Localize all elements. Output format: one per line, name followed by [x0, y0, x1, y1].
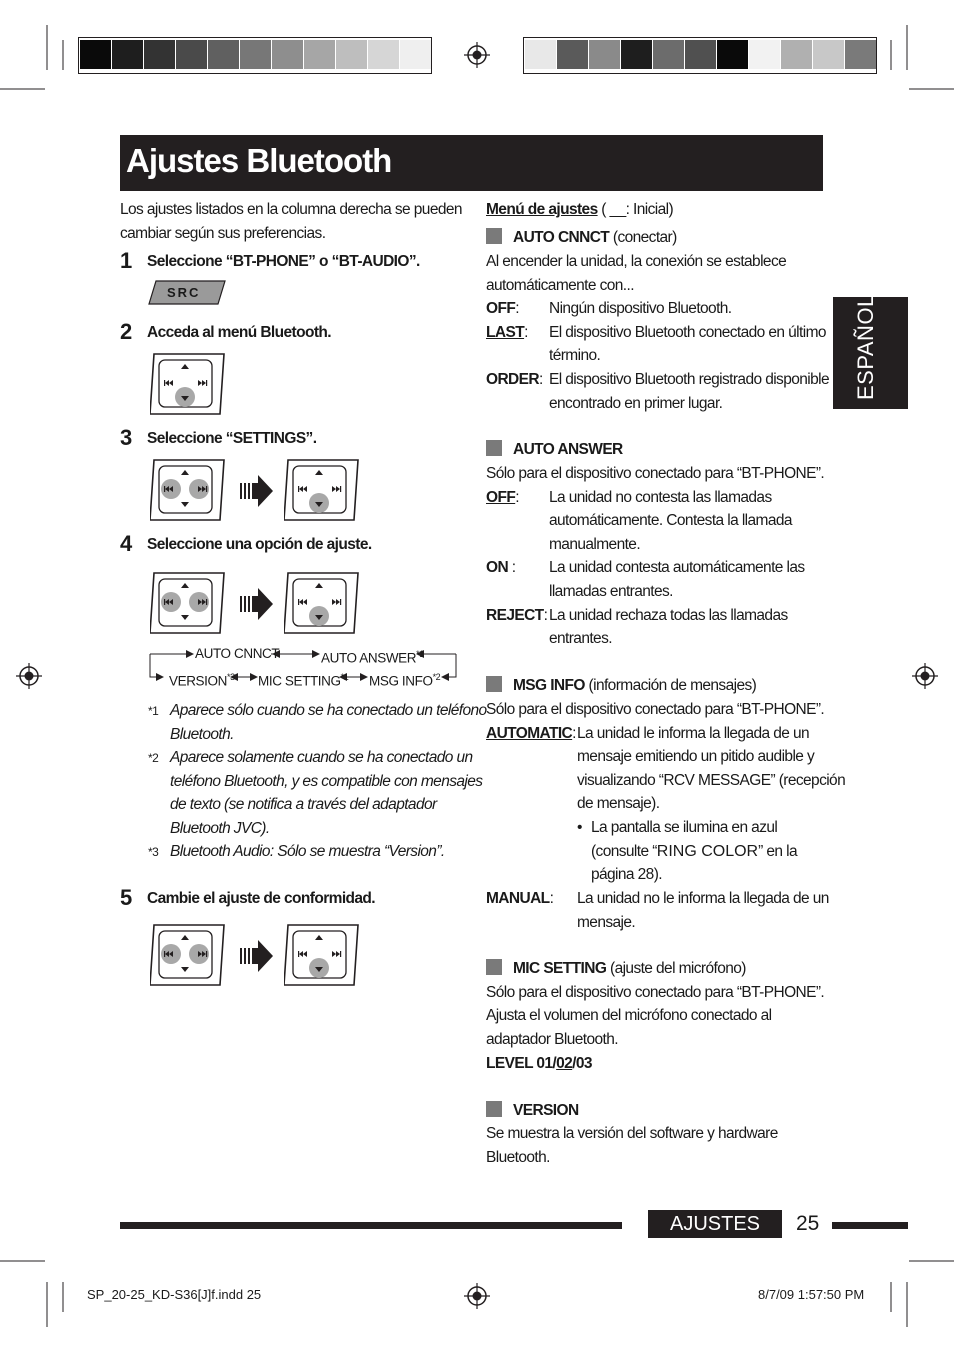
- print-footer-file: SP_20-25_KD-S36[J]f.indd 25: [87, 1287, 262, 1302]
- section-marker: [486, 676, 502, 692]
- auto-answer-on-key: ON :: [486, 559, 516, 576]
- section-marker: [486, 440, 502, 456]
- step-1-number: 1: [120, 248, 132, 273]
- msg-info-manual-desc-1: La unidad no le informa la llegada de un: [577, 890, 829, 907]
- control-pad-icon: [150, 458, 226, 522]
- auto-cnnct-desc-2: automáticamente con...: [486, 277, 634, 294]
- msg-info-bullet-line-2: (consulte “RING COLOR” en la: [591, 843, 797, 860]
- version-desc-2: Bluetooth.: [486, 1149, 550, 1166]
- note-3-mark: *3: [148, 845, 159, 859]
- step-5-number: 5: [120, 885, 132, 910]
- auto-cnnct-off-desc: Ningún dispositivo Bluetooth.: [549, 300, 732, 317]
- language-tab-label: ESPAÑOL: [853, 294, 878, 400]
- flow-version: VERSION$^{*3}$: [169, 672, 235, 689]
- auto-cnnct-off-key: OFF:: [486, 300, 519, 317]
- step-2-number: 2: [120, 319, 132, 344]
- section-marker: [486, 959, 502, 975]
- flow-mic-setting: MIC SETTING$^{*1}$: [258, 672, 349, 689]
- auto-cnnct-last-key: LAST:: [486, 324, 528, 341]
- note-2-line-2: teléfono Bluetooth, y es compatible con mensajes: [170, 773, 483, 790]
- mic-setting-desc-1: Sólo para el dispositivo conectado para “BT-PHONE”.: [486, 984, 825, 1001]
- section-auto-cnnct-title: AUTO CNNCT (conectar): [513, 229, 677, 246]
- version-desc-1: Se muestra la versión del software y hardware: [486, 1125, 778, 1142]
- msg-info-bullet-line-1: La pantalla se ilumina en azul: [591, 819, 778, 836]
- section-msg-info-title: MSG INFO (información de mensajes): [513, 677, 757, 694]
- footer-section-label: AJUSTES: [669, 1213, 761, 1235]
- arrow-right-icon: [240, 939, 274, 973]
- control-pad-icon: [150, 571, 226, 635]
- step-4-text: Seleccione una opción de ajuste.: [147, 536, 372, 553]
- note-1-mark: *1: [148, 704, 159, 718]
- print-footer-timestamp: 8/7/09 1:57:50 PM: [758, 1287, 865, 1302]
- footer-rule-left: [120, 1222, 622, 1229]
- page-title: Ajustes Bluetooth: [126, 142, 392, 179]
- step-2-text: Acceda al menú Bluetooth.: [147, 324, 331, 341]
- arrow-right-icon: [240, 587, 274, 621]
- section-mic-setting-title: MIC SETTING (ajuste del micrófono): [513, 960, 746, 977]
- msg-info-automatic-desc-4: de mensaje).: [577, 795, 660, 812]
- control-pad-icon: [150, 352, 226, 416]
- section-auto-answer-title: AUTO ANSWER: [513, 441, 623, 458]
- auto-answer-on-desc-1: La unidad contesta automáticamente las: [549, 559, 805, 576]
- auto-answer-off-key: OFF:: [486, 489, 519, 506]
- flow-auto-cnnct: AUTO CNNCT: [195, 646, 280, 661]
- section-version-title: VERSION: [513, 1102, 579, 1119]
- mic-setting-desc-3: adaptador Bluetooth.: [486, 1031, 618, 1048]
- control-pad-step5-a: [150, 923, 226, 992]
- note-2-line-1: Aparece solamente cuando se ha conectado un: [170, 749, 473, 766]
- auto-cnnct-last-desc-1: El dispositivo Bluetooth conectado en último: [549, 324, 826, 341]
- auto-answer-desc: Sólo para el dispositivo conectado para “BT-PHONE”.: [486, 465, 825, 482]
- control-pad-icon: [284, 571, 360, 635]
- control-pad-icon: [150, 923, 226, 987]
- auto-answer-off-desc-2: automáticamente. Contesta la llamada: [549, 512, 792, 529]
- auto-answer-reject-key: REJECT:: [486, 607, 548, 624]
- step-1-text: Seleccione “BT-PHONE” o “BT-AUDIO”.: [147, 253, 420, 270]
- intro-line-2: cambiar según sus preferencias.: [120, 225, 326, 242]
- auto-answer-off-desc-3: manualmente.: [549, 536, 641, 553]
- menu-header: Menú de ajustes ( __: Inicial): [486, 201, 674, 218]
- src-button-label: SRC: [167, 285, 201, 300]
- note-2-line-4: Bluetooth JVC).: [170, 820, 270, 837]
- msg-info-automatic-desc-3: visualizando “RCV MESSAGE” (recepción: [577, 772, 846, 789]
- control-pad-icon: [284, 923, 360, 987]
- auto-answer-off-desc-1: La unidad no contesta las llamadas: [549, 489, 772, 506]
- section-marker: [486, 1101, 502, 1117]
- note-1-line-2: Bluetooth.: [170, 726, 234, 743]
- step-5-text: Cambie el ajuste de conformidad.: [147, 890, 375, 907]
- intro-line-1: Los ajustes listados en la columna derecha se pueden: [120, 201, 462, 218]
- auto-cnnct-last-desc-2: término.: [549, 347, 601, 364]
- auto-answer-reject-desc-2: entrantes.: [549, 630, 612, 647]
- control-pad-step4-a: [150, 571, 226, 640]
- step-3-text: Seleccione “SETTINGS”.: [147, 430, 317, 447]
- control-pad-icon: [284, 458, 360, 522]
- control-pad-step5-b: [284, 923, 360, 992]
- auto-cnnct-order-desc-1: El dispositivo Bluetooth registrado disponible: [549, 371, 830, 388]
- msg-info-manual-desc-2: mensaje.: [577, 914, 636, 931]
- control-pad-step2: [150, 352, 226, 421]
- auto-cnnct-desc-1: Al encender la unidad, la conexión se establece: [486, 253, 787, 270]
- flow-msg-info: MSG INFO$^{*2}$: [369, 672, 441, 689]
- msg-info-manual-key: MANUAL:: [486, 890, 554, 907]
- note-1-line-1: Aparece sólo cuando se ha conectado un teléfono: [170, 702, 487, 719]
- step-3-number: 3: [120, 425, 132, 450]
- footer-rule-right: [832, 1222, 908, 1229]
- section-marker: [486, 228, 502, 244]
- msg-info-desc: Sólo para el dispositivo conectado para “BT-PHONE”.: [486, 701, 825, 718]
- flow-auto-answer: AUTO ANSWER$^{*1}$: [321, 649, 424, 666]
- page-number: 25: [796, 1212, 820, 1235]
- auto-answer-reject-desc-1: La unidad rechaza todas las llamadas: [549, 607, 788, 624]
- note-2-mark: *2: [148, 751, 159, 765]
- bullet-icon: •: [577, 819, 582, 836]
- note-3-line-1: Bluetooth Audio: Sólo se muestra “Version”.: [170, 843, 445, 860]
- step-4-number: 4: [120, 531, 132, 556]
- arrow-right-icon: [240, 474, 274, 508]
- msg-info-automatic-desc-1: La unidad le informa la llegada de un: [577, 725, 810, 742]
- note-2-line-3: de texto (se notifica a través del adaptador: [170, 796, 437, 813]
- auto-answer-on-desc-2: llamadas entrantes.: [549, 583, 673, 600]
- auto-cnnct-order-desc-2: encontrado en primer lugar.: [549, 395, 723, 412]
- mic-setting-desc-2: Ajusta el volumen del micrófono conectado al: [486, 1007, 772, 1024]
- control-pad-step3-a: [150, 458, 226, 527]
- control-pad-step3-b: [284, 458, 360, 527]
- msg-info-automatic-desc-2: mensaje emitiendo un pitido audible y: [577, 748, 815, 765]
- mic-setting-levels: LEVEL 01/02/03: [486, 1055, 592, 1072]
- auto-cnnct-order-key: ORDER:: [486, 371, 543, 388]
- msg-info-bullet-line-3: página 28).: [591, 866, 662, 883]
- msg-info-automatic-key: AUTOMATIC:: [486, 725, 576, 742]
- control-pad-step4-b: [284, 571, 360, 640]
